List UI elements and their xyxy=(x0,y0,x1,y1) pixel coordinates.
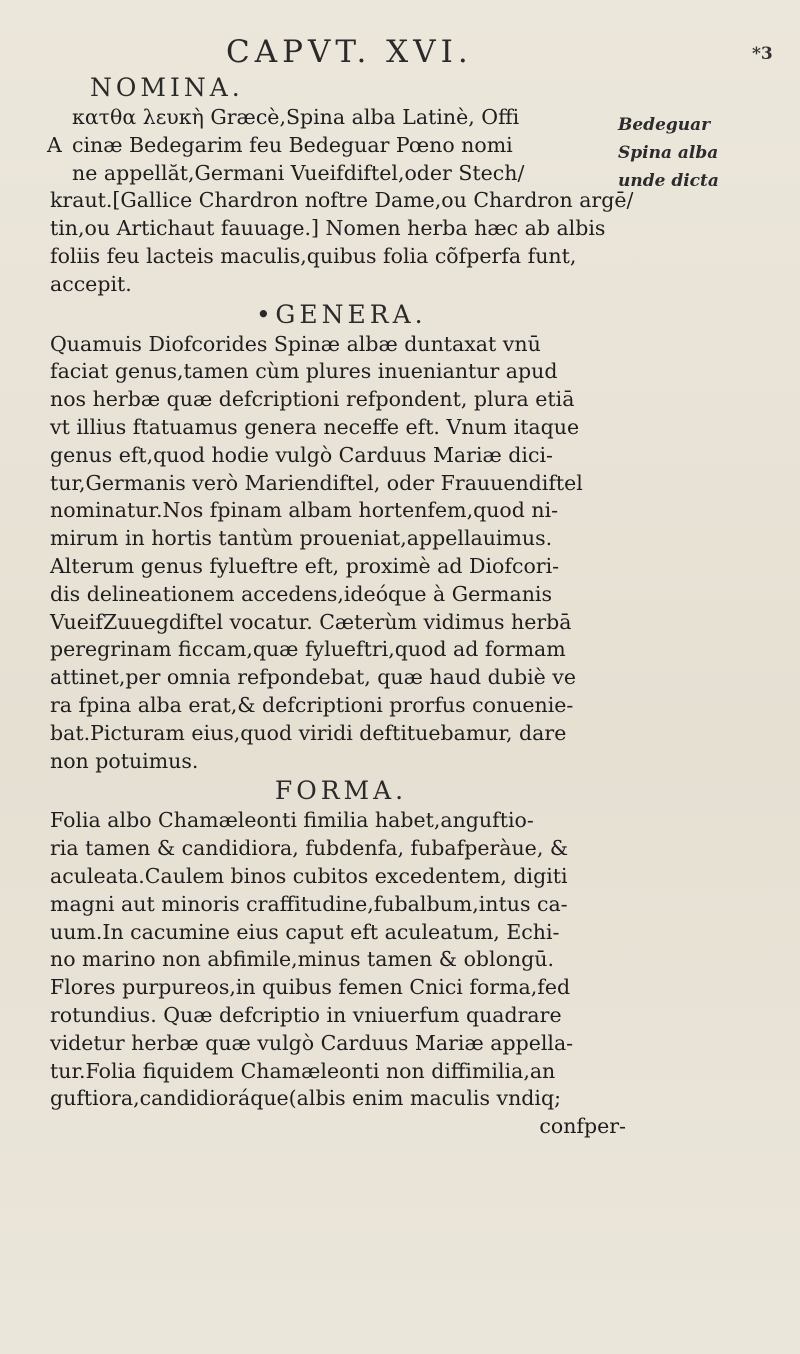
main-text xyxy=(47,72,634,1141)
text-line: Alterum genus fylueftre eft, proximè ad Diofcori- xyxy=(50,553,560,578)
text-line: κατθα λευκὴ Græcè,Spina alba Latinè, Offi xyxy=(72,105,520,129)
text-line: uum.In cacumine eius caput eft aculeatum, Echi- xyxy=(50,919,560,944)
section-heading-text: GENERA. xyxy=(275,299,427,329)
bullet-mark: • xyxy=(256,299,275,329)
text-line: dis delineationem accedens,ideóque à Germanis xyxy=(50,581,552,606)
text-line: Folia albo Chamæleonti fimilia habet,anguftio- xyxy=(50,808,534,833)
text-line: tin,ou Artichaut fauuage.] Nomen herba hæc ab albis xyxy=(50,216,606,241)
text-line: ne appellăt,Germani Vueifdiftel,oder Stech/ xyxy=(72,160,525,185)
text-line: ra fpina alba erat,& defcriptioni prorfus conuenie- xyxy=(50,692,574,717)
folio-number: *3 xyxy=(752,44,773,64)
text-line: kraut.[Gallice Chardron noftre Dame,ou Chardron argē/ xyxy=(50,188,634,213)
nomina-paragraph xyxy=(47,104,634,299)
section-heading-forma: FORMA. xyxy=(274,776,408,806)
section-heading-nomina: NOMINA. xyxy=(90,73,244,102)
text-line: vt illius ftatuamus genera neceffe eft. Vnum itaque xyxy=(50,414,580,439)
text-line: nos herbæ quæ defcriptioni refpondent, plura etiā xyxy=(50,387,575,412)
text-line: ria tamen & candidiora, fubdenfa, fubafperàue, & xyxy=(50,836,569,861)
text-line: Flores purpureos,in quibus femen Cnici forma,fed xyxy=(50,975,571,1000)
margin-note: Spina alba xyxy=(618,142,719,163)
text-line: aculeata.Caulem binos cubitos excedentem, digiti xyxy=(50,863,568,888)
forma-paragraph xyxy=(50,807,632,1141)
text-line: foliis feu lacteis maculis,quibus folia cõfperfa funt, xyxy=(50,243,577,268)
margin-note: Bedeguar xyxy=(618,115,711,135)
text-line: VueifZuuegdiftel vocatur. Cæterùm vidimus herbā xyxy=(50,609,572,634)
text-line: no marino non abfimile,minus tamen & oblongū. xyxy=(50,947,554,972)
catchword: confper- xyxy=(539,1114,626,1139)
text-line: Quamuis Diofcorides Spinæ albæ duntaxat vnū xyxy=(50,331,541,356)
genera-paragraph xyxy=(50,331,632,776)
text-line: bat.Picturam eius,quod viridi deftituebamur, dare xyxy=(50,720,567,745)
text-line-content: cinæ Bedegarim feu Bedeguar Pœno nomi xyxy=(72,132,513,157)
text-line: videtur herbæ quæ vulgò Carduus Mariæ appella- xyxy=(50,1030,574,1055)
text-line: attinet,per omnia refpondebat, quæ haud dubiè ve xyxy=(50,665,576,690)
text-line: accepit. xyxy=(50,271,132,296)
marginal-letter: A xyxy=(47,132,62,157)
text-line: mirum in hortis tantùm proueniat,appellauimus. xyxy=(50,526,553,551)
text-line xyxy=(47,132,632,160)
text-line: tur,Germanis verò Mariendiftel, oder Frauuendiftel xyxy=(50,470,583,495)
margin-notes xyxy=(618,112,800,195)
margin-note: unde dicta xyxy=(618,170,719,191)
text-line: faciat genus,tamen cùm plures inueniantur apud xyxy=(50,359,558,384)
page-header xyxy=(0,34,800,74)
text-line: nominatur.Nos fpinam albam hortenfem,quod ni- xyxy=(50,498,559,523)
text-line: tur.Folia fiquidem Chamæleonti non diffimilia,an xyxy=(50,1058,556,1083)
text-line: genus eft,quod hodie vulgò Carduus Mariæ dici- xyxy=(50,442,553,467)
text-line: rotundius. Quæ defcriptio in vniuerfum quadrare xyxy=(50,1002,562,1027)
running-head: CAPVT. XVI. xyxy=(226,34,473,70)
text-line: peregrinam ficcam,quæ fylueftri,quod ad formam xyxy=(50,637,566,662)
section-heading-genera xyxy=(50,299,632,331)
text-line: non potuimus. xyxy=(50,748,199,773)
text-line: magni aut minoris craffitudine,fubalbum,intus ca- xyxy=(50,891,568,916)
text-line: guftiora,candidioráque(albis enim maculis vndiq; xyxy=(50,1086,561,1111)
